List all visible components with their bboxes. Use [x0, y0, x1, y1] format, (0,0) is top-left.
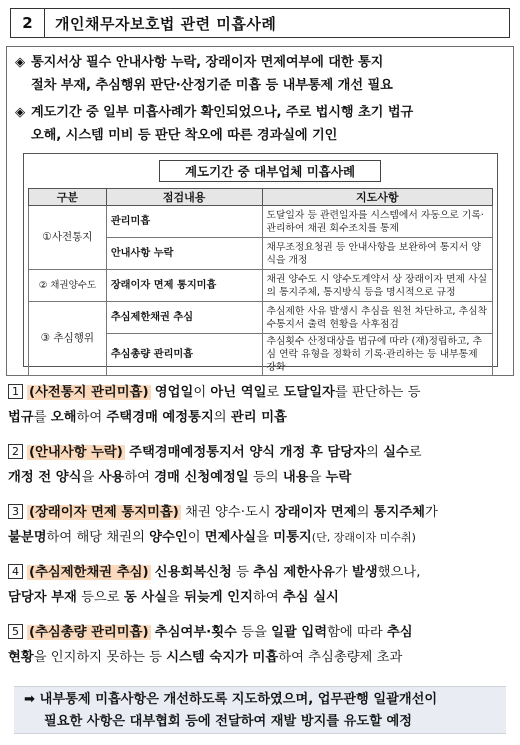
emphasis-text: 신용회복신청 — [154, 565, 232, 580]
guidance-text: 채권 양수도 시 양수도계약서 상 장래이자 면제 사실의 통지주체, 통지방식 등을 명시적으로 규정 — [262, 270, 493, 302]
guidance-text: 추심횟수 산정대상을 법규에 따라 (재)정립하고, 추심 연락 유형을 정확히 기록·관리하는 등 내부통제 강화 — [262, 334, 493, 376]
body-text: 을 — [308, 470, 326, 485]
diamond-bullet-icon: ◈ — [15, 55, 26, 70]
case-number-box: 3 — [8, 504, 23, 519]
summary-line: 통지서상 필수 안내사항 누락, 장래이자 면제여부에 대한 통지 — [31, 55, 384, 70]
body-text: 했으나, — [377, 565, 421, 580]
body-text: 의 — [213, 410, 231, 425]
emphasis-text: 추심 — [386, 625, 413, 640]
body-text: 등으로 — [76, 590, 124, 605]
body-text: 등 — [231, 565, 254, 580]
diamond-bullet-icon: ◈ — [15, 105, 26, 120]
body-text: 함에 따라 — [327, 625, 387, 640]
emphasis-text: 담당자 부재 — [8, 590, 77, 605]
check-item: 관리미흡 — [106, 206, 262, 238]
column-header: 구분 — [29, 189, 107, 206]
body-text: 등의 — [248, 470, 283, 485]
body-text: 를 판단하는 등 — [334, 385, 421, 400]
table-row — [29, 270, 493, 302]
summary-box — [6, 46, 514, 376]
body-text: 을 — [256, 530, 274, 545]
emphasis-text: 장래이자 면제 — [274, 505, 357, 520]
case-item — [8, 440, 514, 490]
conclusion-line: 내부통제 미흡사항은 개선하도록 지도하였으며, 업무관행 일괄개선이 — [39, 692, 438, 707]
emphasis-text: 경매 신청예정일 — [154, 470, 249, 485]
summary-line: 계도기간 중 일부 미흡사례가 확인되었으나, 주로 법시행 초기 법규 — [31, 105, 414, 120]
guidance-text: 도달일자 등 관련일자를 시스템에서 자동으로 기록·관리하여 채권 회수조치를 통제 — [262, 206, 493, 238]
emphasis-text: 주택경매예정통지서 양식 개정 후 담당자 — [129, 445, 366, 460]
emphasis-text: 불분명 — [8, 530, 47, 545]
body-text: (단, 장래이자 미수취) — [311, 531, 416, 544]
group-label: ①사전통지 — [29, 206, 107, 270]
case-tag: (장래이자 면제 통지미흡) — [29, 505, 179, 520]
cases-table-panel — [23, 153, 498, 373]
cases-table — [28, 188, 493, 376]
body-text: 의 — [356, 505, 374, 520]
emphasis-text: 면제사실 — [204, 530, 257, 545]
column-header: 지도사항 — [262, 189, 493, 206]
table-title: 계도기간 중 대부업체 미흡사례 — [159, 160, 381, 182]
emphasis-text: 추심 제한사유 — [253, 565, 335, 580]
case-tag: (사전통지 관리미흡) — [29, 385, 149, 400]
emphasis-text: 도달일자 — [283, 385, 335, 400]
case-number-box: 5 — [8, 624, 23, 639]
emphasis-text: 양수인 — [149, 530, 188, 545]
body-text: 채권 양수·도시 — [185, 505, 275, 520]
conclusion-box — [14, 686, 506, 734]
arrow-icon: ➡ — [24, 692, 36, 707]
summary-line: 절차 부재, 추심행위 판단·산정기준 미흡 등 내부통제 개선 필요 — [31, 78, 393, 93]
emphasis-text: 시스템 숙지가 미흡 — [166, 650, 279, 665]
body-text: 하여 추심총량제 초과 — [278, 650, 403, 665]
case-number-box: 4 — [8, 564, 23, 579]
emphasis-text: 사용 — [98, 470, 125, 485]
emphasis-text: 관리 미흡 — [230, 410, 287, 425]
emphasis-text: 뒤늦게 인지 — [184, 590, 253, 605]
body-text: 이 — [193, 385, 211, 400]
case-tag: (추심제한채권 추심) — [29, 565, 149, 580]
body-text: 로 — [266, 385, 284, 400]
guidance-text: 채무조정요청권 등 안내사항을 보완하여 통지서 양식을 개정 — [262, 238, 493, 270]
emphasis-text: 추심 실시 — [282, 590, 339, 605]
summary-bullet-1 — [15, 51, 393, 97]
body-text: 하여 — [124, 470, 155, 485]
case-item — [8, 560, 514, 610]
body-text: 을 — [81, 470, 99, 485]
emphasis-text: 누락 — [325, 470, 352, 485]
body-text: 를 — [33, 410, 51, 425]
emphasis-text: 현황 — [8, 650, 34, 665]
check-item: 추심총량 관리미흡 — [106, 334, 262, 376]
body-text: 로 — [408, 445, 422, 460]
group-label: ③ 추심행위 — [29, 302, 107, 376]
body-text: 을 인지하지 못하는 등 — [33, 650, 167, 665]
emphasis-text: 미통지 — [273, 530, 312, 545]
column-header: 점검내용 — [106, 189, 262, 206]
emphasis-text: 오해 — [50, 410, 77, 425]
section-header — [10, 8, 510, 38]
case-item — [8, 620, 514, 670]
check-item: 안내사항 누락 — [106, 238, 262, 270]
emphasis-text: 일괄 입력 — [271, 625, 328, 640]
emphasis-text: 실수 — [383, 445, 409, 460]
body-text: 하여 해당 채권의 — [46, 530, 150, 545]
body-text: 하여 — [76, 410, 107, 425]
body-text: 이 — [187, 530, 205, 545]
check-item: 장래이자 면제 통지미흡 — [106, 270, 262, 302]
table-header-row — [29, 189, 493, 206]
section-title: 개인채무자보호법 관련 미흡사례 — [55, 14, 277, 33]
case-number-box: 1 — [8, 384, 23, 399]
emphasis-text: 주택경매 예정통지 — [106, 410, 214, 425]
summary-bullet-2 — [15, 101, 413, 147]
table-row — [29, 302, 493, 334]
emphasis-text: 통지주체 — [373, 505, 426, 520]
section-number: 2 — [11, 9, 45, 37]
body-text: 의 — [365, 445, 384, 460]
emphasis-text: 발생 — [351, 565, 378, 580]
emphasis-text: 추심여부·횟수 — [154, 625, 237, 640]
emphasis-text: 아닌 역일 — [210, 385, 267, 400]
case-number-box: 2 — [8, 444, 23, 459]
guidance-text: 추심제한 사유 발생시 추심을 원천 차단하고, 추심착수통지서 출력 현황을 사후점검 — [262, 302, 493, 334]
case-tag: (추심총량 관리미흡) — [29, 625, 149, 640]
case-tag: (안내사항 누락) — [29, 445, 123, 460]
body-text: 을 — [167, 590, 185, 605]
table-row — [29, 206, 493, 238]
conclusion-line: 필요한 사항은 대부협회 등에 전달하여 재발 방지를 유도할 예정 — [44, 714, 412, 729]
body-text: 등을 — [236, 625, 272, 640]
group-label: ② 채권양수도 — [29, 270, 107, 302]
check-item: 추심제한채권 추심 — [106, 302, 262, 334]
body-text: 하여 — [252, 590, 283, 605]
summary-line: 오해, 시스템 미비 등 판단 착오에 따른 경과실에 기인 — [31, 128, 338, 143]
emphasis-text: 영업일 — [154, 385, 194, 400]
emphasis-text: 동 사실 — [123, 590, 168, 605]
emphasis-text: 법규 — [8, 410, 34, 425]
body-text: 가 — [334, 565, 352, 580]
case-item — [8, 380, 514, 430]
body-text: 가 — [425, 505, 438, 520]
case-item — [8, 500, 514, 550]
emphasis-text: 개정 전 양식 — [8, 470, 82, 485]
emphasis-text: 내용 — [282, 470, 309, 485]
